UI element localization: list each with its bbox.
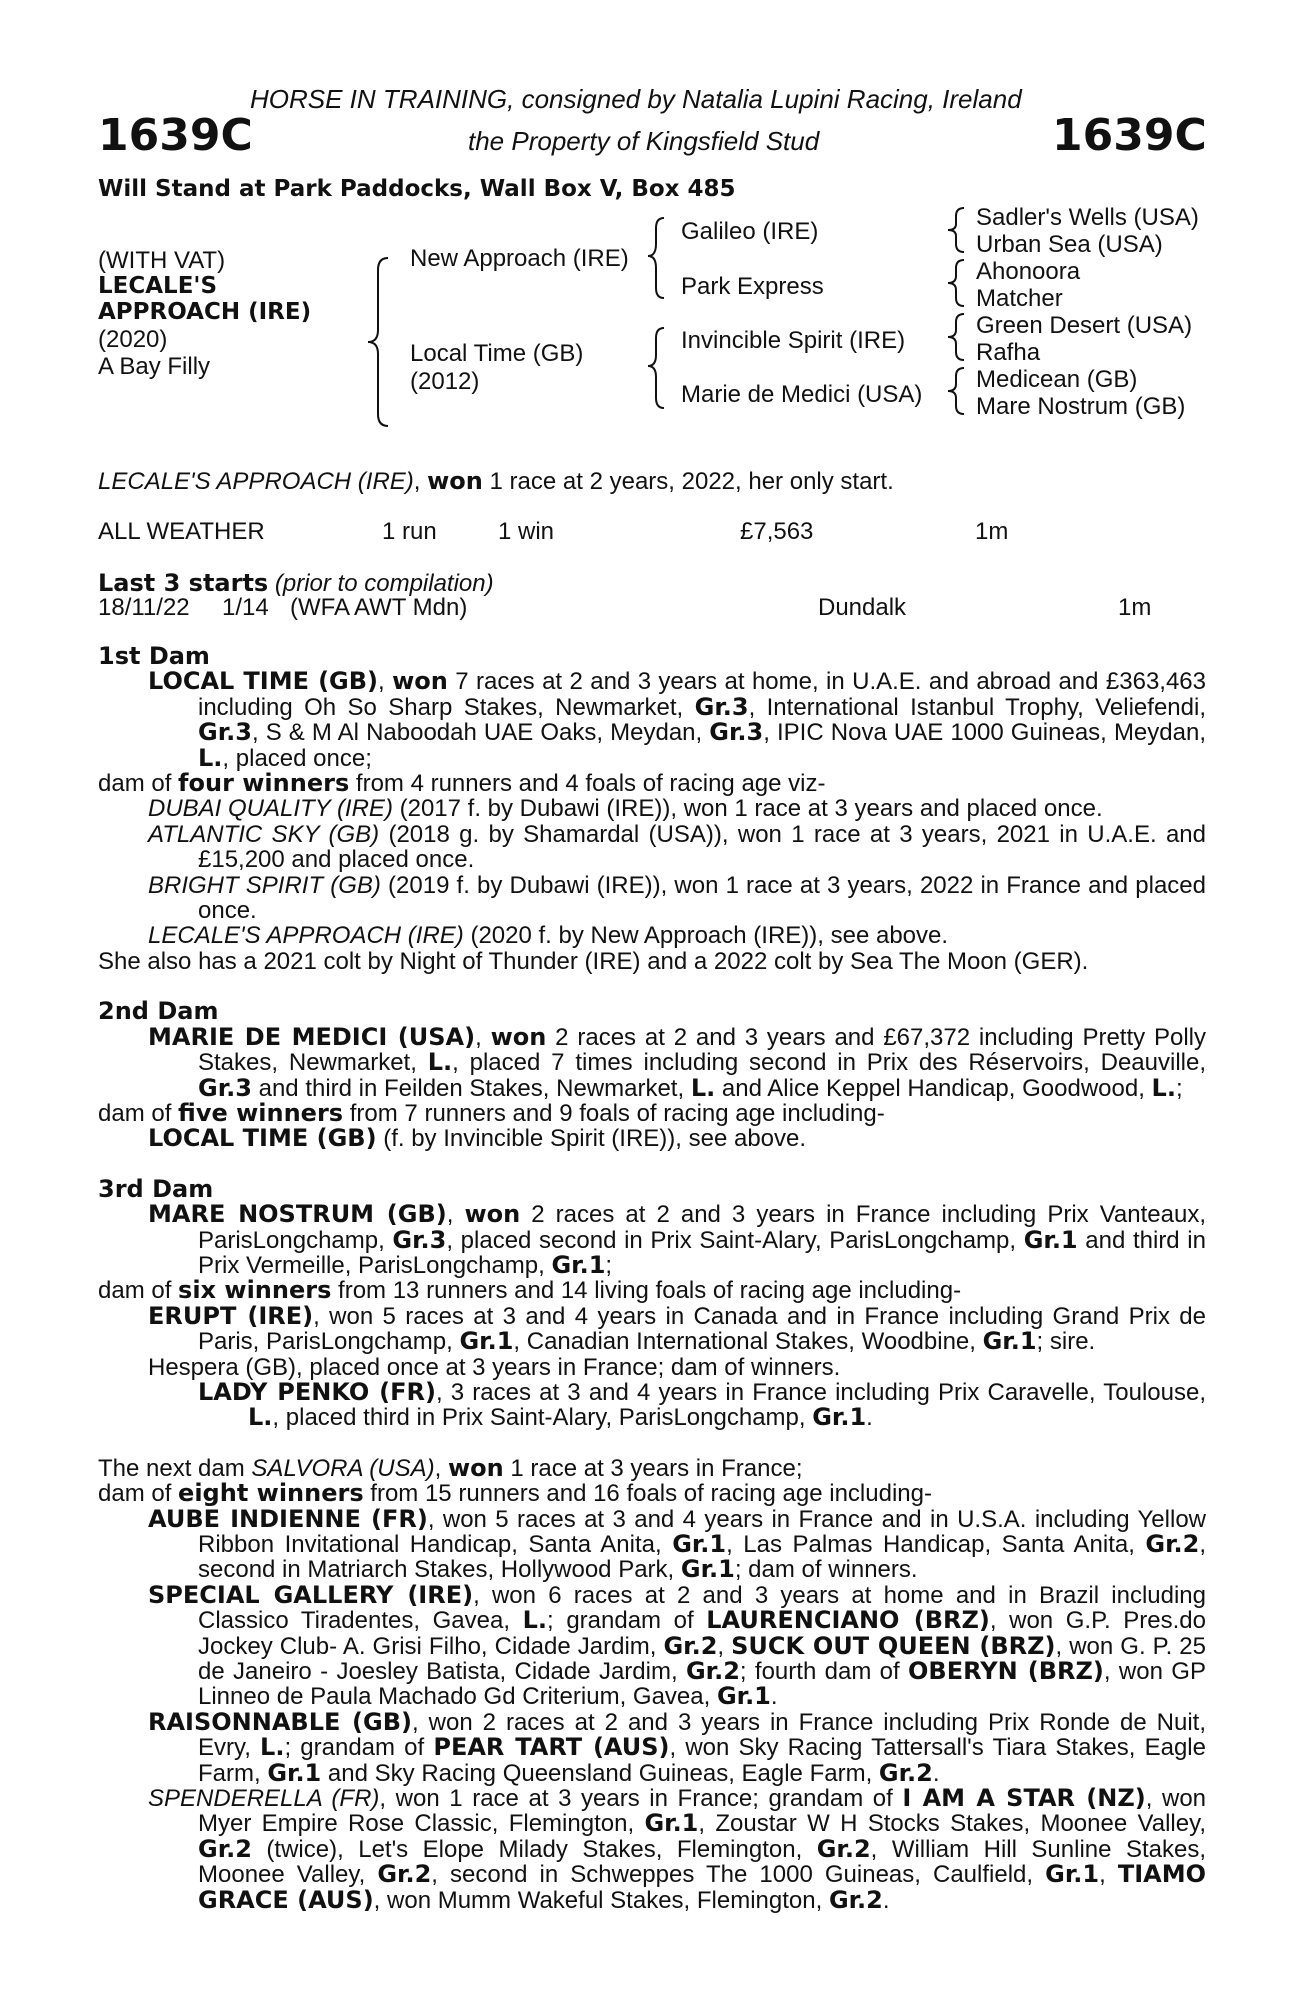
horse-description: A Bay Filly bbox=[98, 353, 211, 380]
dam1-produce-summary: dam of four winners from 4 runners and 4 foals of racing age viz- bbox=[98, 769, 826, 798]
record-distance: 1m bbox=[975, 518, 1009, 545]
summary-text: 1 race at 2 years, 2022, her only start. bbox=[482, 468, 894, 495]
start-race-type: (WFA AWT Mdn) bbox=[290, 594, 468, 621]
pedigree-granddam-maternal: Marie de Medici (USA) bbox=[681, 381, 923, 408]
start-distance: 1m bbox=[1118, 594, 1152, 621]
record-wins: 1 win bbox=[498, 518, 555, 545]
record-prize: £7,563 bbox=[740, 518, 814, 545]
location-line: Will Stand at Park Paddocks, Wall Box V, Box 485 bbox=[98, 176, 736, 202]
race-summary: LECALE'S APPROACH (IRE), won 1 race at 2 years, 2022, her only start. bbox=[98, 467, 894, 495]
summary-won: won bbox=[427, 467, 483, 495]
catalogue-body bbox=[98, 644, 1206, 1913]
pedigree-gen3-2: Urban Sea (USA) bbox=[976, 231, 1163, 258]
dam1-produce-3: BRIGHT SPIRIT (GB) (2019 f. by Dubawi (IRE)), won 1 race at 3 years, 2022 in France and placed once. bbox=[148, 871, 1206, 925]
consignor-line: HORSE IN TRAINING, consigned by Natalia Lupini Racing, Ireland bbox=[250, 84, 1022, 114]
dam1-produce-4: LECALE'S APPROACH (IRE) (2020 f. by New Approach (IRE)), see above. bbox=[148, 922, 949, 950]
last-starts-note: (prior to compilation) bbox=[274, 570, 494, 597]
dam3-produce-summary: dam of six winners from 13 runners and 14 living foals of racing age including- bbox=[98, 1276, 962, 1305]
dam3-grandproduce-1: LADY PENKO (FR), 3 races at 3 and 4 years in France including Prix Caravelle, Toulouse, L., placed third in Prix Saint-Alary, ParisLongchamp, Gr.1. bbox=[198, 1377, 1207, 1432]
dam4-produce-2: SPECIAL GALLERY (IRE), won 6 races at 2 and 3 years at home and in Brazil including Classico Tiradentes, Gavea, L.; grandam of LAURENCIANO (BRZ), won G.P. Pres.do Jockey Club- A. Grisi Filho, Cidade Jardim, Gr.2, SUCK OUT QUEEN (BRZ), won G. P. 25 de Janeiro - Joesley Batista, Cidade Jardim, Gr.2; fourth dam of OBERYN (BRZ), won GP Linneo de Paula Machado Gd Criterium, Gavea, Gr.1. bbox=[148, 1580, 1206, 1711]
record-runs: 1 run bbox=[382, 518, 437, 545]
last-starts-title: Last 3 starts bbox=[98, 569, 269, 597]
dam-name: Local Time (GB) bbox=[410, 340, 584, 367]
property-line: the Property of Kingsfield Stud bbox=[468, 126, 820, 156]
dam3-produce-1: ERUPT (IRE), won 5 races at 3 and 4 years in Canada and in France including Grand Prix de Paris, ParisLongchamp, Gr.1, Canadian International Stakes, Woodbine, Gr.1; sire. bbox=[148, 1301, 1207, 1356]
horse-name-line1: LECALE'S bbox=[98, 273, 218, 299]
dam1-name: LOCAL TIME (GB) bbox=[148, 667, 379, 696]
pedigree-gen3-8: Mare Nostrum (GB) bbox=[976, 393, 1186, 420]
dam1-won: won bbox=[392, 667, 448, 696]
horse-name-line2: APPROACH (IRE) bbox=[98, 299, 312, 325]
lot-number-left: 1639C bbox=[98, 110, 253, 161]
dam1-also-has: She also has a 2021 colt by Night of Thunder (IRE) and a 2022 colt by Sea The Moon (GER). bbox=[98, 947, 1089, 975]
dam4-record: The next dam SALVORA (USA), won 1 race at 3 years in France; bbox=[98, 1453, 803, 1482]
dam2-produce-1: LOCAL TIME (GB) (f. by Invincible Spirit (IRE)), see above. bbox=[148, 1124, 807, 1153]
start-date: 18/11/22 bbox=[98, 594, 190, 621]
pedigree-gen3-6: Rafha bbox=[976, 339, 1041, 366]
summary-horse-name: LECALE'S APPROACH (IRE) bbox=[98, 468, 414, 495]
dam1-record: LOCAL TIME (GB), won 7 races at 2 and 3 years at home, in U.A.E. and abroad and £363,463 including Oh So Sharp Stakes, Newmarket, Gr.3, International Istanbul Trophy, Veliefendi, Gr.3, S & M Al Naboodah UAE Oaks, Meydan, Gr.3, IPIC Nova UAE 1000 Guineas, Meydan, L., placed once; bbox=[148, 667, 1206, 772]
pedigree-grandsire-maternal: Invincible Spirit (IRE) bbox=[681, 327, 906, 354]
pedigree-gen3-4: Matcher bbox=[976, 285, 1063, 312]
foaling-year: (2020) bbox=[98, 326, 168, 353]
dam1-heading: 1st Dam bbox=[98, 642, 210, 670]
pedigree-grandsire-paternal: Galileo (IRE) bbox=[681, 218, 819, 245]
start-course: Dundalk bbox=[818, 594, 907, 621]
dam1-produce-2: ATLANTIC SKY (GB) (2018 g. by Shamardal (USA)), won 1 race at 3 years, 2021 in U.A.E. and £15,200 and placed once. bbox=[148, 820, 1206, 874]
record-surface: ALL WEATHER bbox=[98, 518, 265, 545]
dam4-produce-1: AUBE INDIENNE (FR), won 5 races at 3 and 4 years in France and in U.S.A. including Yellow Ribbon Invitational Handicap, Santa Anita, Gr.1, Las Palmas Handicap, Santa Anita, Gr.2, second in Matriarch Stakes, Hollywood Park, Gr.1; dam of winners. bbox=[148, 1504, 1207, 1584]
dam4-produce-4: SPENDERELLA (FR), won 1 race at 3 years in France; grandam of I AM A STAR (NZ), won Myer Empire Rose Classic, Flemington, Gr.1, Zoustar W H Stocks Stakes, Moonee Valley, Gr.2 (twice), Let's Elope Milady Stakes, Flemington, Gr.2, William Hill Sunline Stakes, Moonee Valley, Gr.2, second in Schweppes The 1000 Guineas, Caulfield, Gr.1, TIAMO GRACE (AUS), won Mumm Wakeful Stakes, Flemington, Gr.2. bbox=[148, 1784, 1207, 1914]
start-position: 1/14 bbox=[222, 594, 269, 621]
pedigree-gen3-5: Green Desert (USA) bbox=[976, 312, 1193, 339]
dam3-record: MARE NOSTRUM (GB), won 2 races at 2 and 3 years in France including Prix Vanteaux, ParisLongchamp, Gr.3, placed second in Prix Saint-Alary, ParisLongchamp, Gr.1 and third in Prix Vermeille, ParisLongchamp, Gr.1; bbox=[148, 1200, 1206, 1279]
dam2-produce-summary: dam of five winners from 7 runners and 9 foals of racing age including- bbox=[98, 1098, 885, 1127]
pedigree-gen3-3: Ahonoora bbox=[976, 258, 1081, 285]
vat-note: (WITH VAT) bbox=[98, 247, 226, 274]
pedigree-granddam-paternal: Park Express bbox=[681, 273, 824, 300]
dam2-record: MARIE DE MEDICI (USA), won 2 races at 2 and 3 years and £67,372 including Pretty Polly Stakes, Newmarket, L., placed 7 times including second in Prix des Réservoirs, Deauville, Gr.3 and third in Feilden Stakes, Newmarket, L. and Alice Keppel Handicap, Goodwood, L.; bbox=[148, 1022, 1206, 1102]
dam3-heading: 3rd Dam bbox=[98, 1174, 214, 1203]
dam4-produce-summary: dam of eight winners from 15 runners and 16 foals of racing age including- bbox=[98, 1479, 932, 1508]
dam4-produce-3: RAISONNABLE (GB), won 2 races at 2 and 3 years in France including Prix Ronde de Nuit, Evry, L.; grandam of PEAR TART (AUS), won Sky Racing Tattersall's Tiara Stakes, Eagle Farm, Gr.1 and Sky Racing Queensland Guineas, Eagle Farm, Gr.2. bbox=[148, 1707, 1206, 1787]
dam2-heading: 2nd Dam bbox=[98, 997, 219, 1026]
pedigree-gen3-1: Sadler's Wells (USA) bbox=[976, 204, 1199, 231]
dam1-produce-1: DUBAI QUALITY (IRE) (2017 f. by Dubawi (IRE)), won 1 race at 3 years and placed once. bbox=[148, 795, 1103, 823]
lot-number-right: 1639C bbox=[1052, 110, 1207, 161]
dam-year: (2012) bbox=[410, 368, 480, 395]
pedigree-gen3-7: Medicean (GB) bbox=[976, 366, 1138, 393]
dam3-produce-2: Hespera (GB), placed once at 3 years in France; dam of winners. bbox=[148, 1353, 841, 1381]
sire-name: New Approach (IRE) bbox=[410, 245, 629, 272]
